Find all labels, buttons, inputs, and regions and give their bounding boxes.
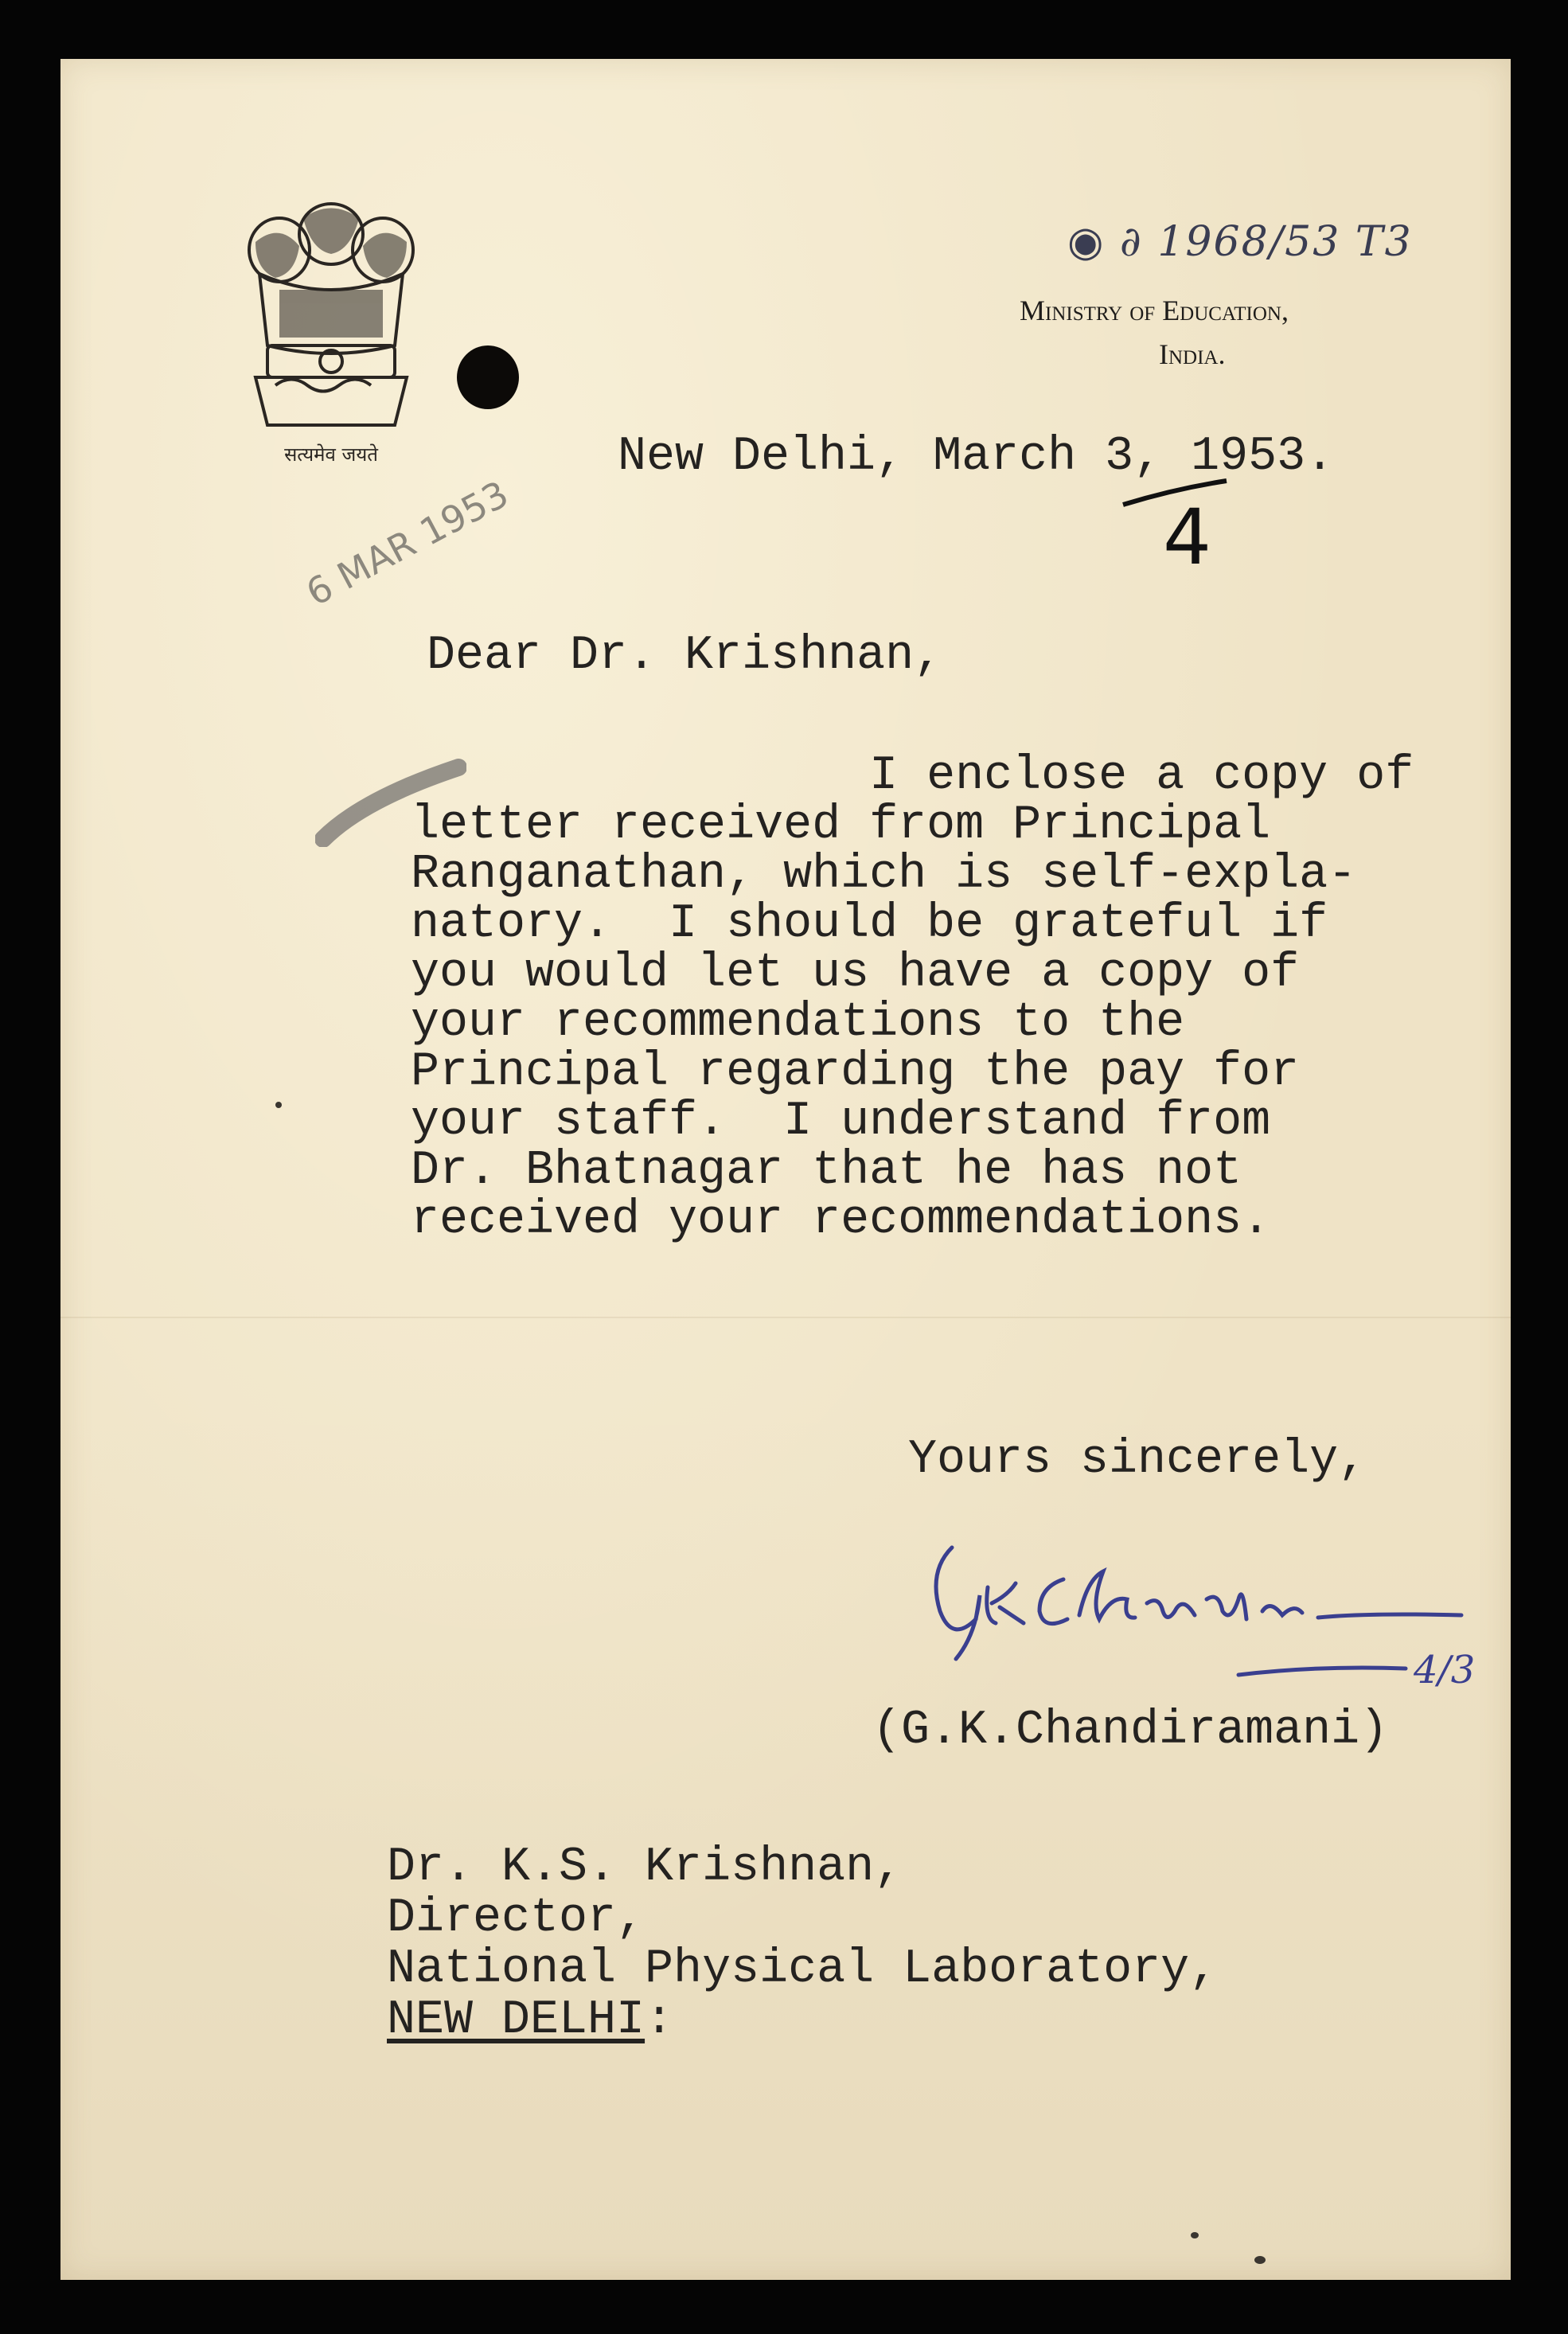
body-line: received your recommendations. [411,1193,1271,1247]
emblem-motto: सत्यमेव जयते [284,443,378,466]
letter-body [411,751,1414,1245]
body-line: Dr. Bhatnagar that he has not [411,1144,1242,1198]
signer-name: (G.K.Chandiramani) [872,1704,1389,1758]
address-line: Dr. K.S. Krishnan, [387,1840,903,1895]
body-line: you would let us have a copy of [411,946,1300,1001]
paper-fold-crease [60,1317,1511,1318]
body-line: Principal regarding the pay for [411,1045,1300,1099]
address-city-suffix: : [645,1993,674,2047]
state-emblem-icon [212,186,451,473]
body-line: letter received from Principal [411,798,1271,853]
recipient-address [387,1842,1218,2046]
body-line: Ranganathan, which is self-expla- [411,848,1357,902]
date-line: New Delhi, March 3, 1953. [618,430,1335,484]
ref-note-scribble-icon: ◉ ∂ [1067,218,1158,266]
paper-speck [1254,2256,1266,2264]
date-handwritten-correction: 4 [1163,493,1212,582]
closing: Yours sincerely, [908,1433,1367,1487]
handwritten-signature [920,1524,1493,1691]
paper-speck [1191,2232,1199,2238]
body-line: your recommendations to the [411,996,1185,1050]
salutation: Dear Dr. Krishnan, [427,629,943,683]
address-line: National Physical Laboratory, [387,1942,1219,1996]
received-date-stamp: 6 MAR 1953 [299,472,516,615]
letter-sheet [60,59,1511,2280]
address-line: Director, [387,1891,646,1946]
body-line: your staff. I understand from [411,1095,1271,1149]
ministry-name: Ministry of Education, [1020,295,1289,326]
paper-speck [275,1102,282,1108]
address-city-line [387,1995,1218,2046]
punch-hole [457,345,519,409]
body-line: natory. I should be grateful if [411,897,1328,951]
handwritten-reference-note [1067,218,1465,266]
signature-date-note: 4/3 [1414,1648,1476,1691]
ministry-country: India. [1159,338,1226,370]
body-line: I enclose a copy of [411,749,1414,803]
address-city: NEW DELHI [387,1993,646,2047]
ref-note-text: 1968/53 T3 [1157,218,1413,266]
